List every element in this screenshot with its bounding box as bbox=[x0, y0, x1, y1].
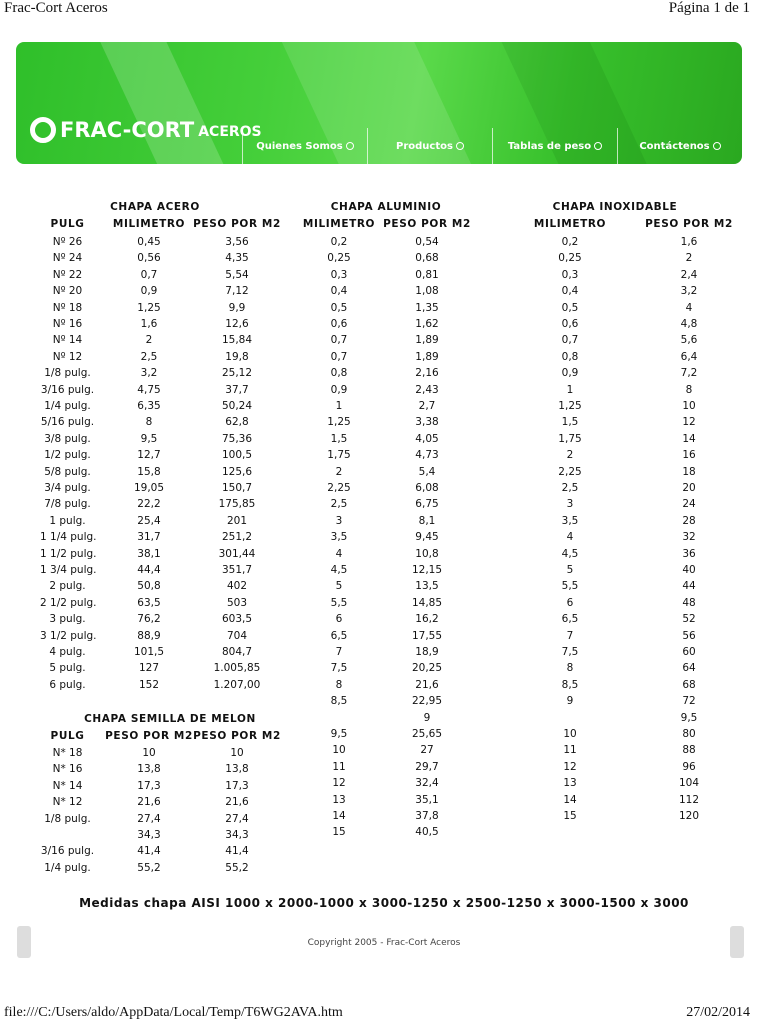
aluminio-peso-cell: 4,05 bbox=[415, 432, 439, 445]
acero-pulg-cell: 5/8 pulg. bbox=[44, 465, 91, 478]
acero-pulg-cell: 5/16 pulg. bbox=[40, 416, 95, 429]
acero-milimetro-cell: 76,2 bbox=[137, 613, 161, 626]
aluminio-peso-cell: 1,89 bbox=[415, 350, 439, 363]
acero-milimetro-cell: 3,2 bbox=[140, 367, 158, 380]
col-header-pulg: PULG bbox=[50, 730, 85, 742]
inox-milimetro-cell: 0,2 bbox=[561, 236, 579, 248]
inox-peso-cell: 52 bbox=[682, 613, 696, 626]
melon-peso-cell: 41,4 bbox=[225, 845, 249, 858]
melon-pulg-cell: N* 18 bbox=[52, 747, 83, 759]
melon-peso-cell: 21,6 bbox=[137, 796, 161, 809]
melon-pulg-cell: 3/16 pulg. bbox=[40, 845, 95, 858]
acero-pulg-cell: 3/16 pulg. bbox=[40, 383, 95, 396]
aluminio-milimetro-cell: 0,7 bbox=[330, 334, 348, 347]
acero-milimetro-cell: 0,9 bbox=[140, 285, 158, 298]
aluminio-milimetro-cell: 2,25 bbox=[327, 482, 351, 494]
inox-peso-cell: 104 bbox=[678, 777, 700, 790]
acero-peso-cell: 19,8 bbox=[225, 350, 249, 363]
inox-peso-cell: 32 bbox=[682, 531, 696, 544]
aluminio-peso-cell: 17,55 bbox=[411, 629, 443, 642]
aluminio-peso-cell: 12,15 bbox=[411, 564, 443, 576]
aluminio-milimetro-cell: 4,5 bbox=[330, 564, 348, 576]
print-header-page: Página 1 de 1 bbox=[668, 0, 750, 16]
aluminio-peso-cell: 9 bbox=[423, 711, 431, 724]
aluminio-peso-cell: 14,85 bbox=[411, 596, 443, 609]
inox-peso-cell: 28 bbox=[682, 514, 696, 527]
acero-milimetro-cell: 2 bbox=[145, 334, 153, 347]
inox-peso-cell: 12 bbox=[682, 416, 696, 429]
aluminio-milimetro-cell: 0,8 bbox=[330, 367, 348, 380]
acero-peso-cell: 37,7 bbox=[225, 383, 249, 396]
aluminio-milimetro-cell: 0,5 bbox=[330, 301, 348, 314]
melon-peso-cell: 34,3 bbox=[137, 829, 161, 841]
acero-milimetro-cell: 0,7 bbox=[140, 268, 158, 281]
acero-pulg-cell: 1/4 pulg. bbox=[44, 400, 91, 412]
inox-milimetro-cell: 5,5 bbox=[561, 580, 579, 593]
acero-pulg-cell: 3 1/2 pulg. bbox=[40, 629, 97, 642]
aluminio-milimetro-cell: 0,6 bbox=[330, 318, 348, 330]
acero-peso-cell: 201 bbox=[226, 514, 248, 527]
aluminio-peso-cell: 20,25 bbox=[411, 662, 443, 675]
acero-milimetro-cell: 63,5 bbox=[137, 596, 161, 609]
inox-milimetro-cell: 9 bbox=[566, 695, 574, 708]
inox-milimetro-cell: 10 bbox=[563, 728, 577, 740]
aluminio-peso-cell: 6,75 bbox=[415, 498, 439, 511]
aluminio-peso-cell: 4,73 bbox=[415, 449, 439, 462]
acero-pulg-cell: Nº 16 bbox=[52, 318, 83, 330]
col-header-milimetro: MILIMETRO bbox=[533, 218, 607, 230]
acero-milimetro-cell: 25,4 bbox=[137, 514, 161, 527]
medidas-note: Medidas chapa AISI 1000 x 2000-1000 x 3000-1250 x 2500-1250 x 3000-1500 x 3000 bbox=[79, 896, 689, 910]
aluminio-milimetro-cell: 0,2 bbox=[330, 236, 348, 248]
aluminio-milimetro-cell: 12 bbox=[332, 777, 346, 790]
inox-milimetro-cell: 6 bbox=[566, 596, 574, 609]
acero-milimetro-cell: 15,8 bbox=[137, 465, 161, 478]
inox-peso-cell: 88 bbox=[682, 744, 696, 757]
inox-peso-cell: 44 bbox=[682, 580, 696, 593]
inox-milimetro-cell: 1,5 bbox=[561, 416, 579, 429]
aluminio-milimetro-cell: 2,5 bbox=[330, 498, 348, 511]
inox-peso-cell: 96 bbox=[682, 760, 696, 773]
aluminio-peso-cell: 2,43 bbox=[415, 383, 439, 396]
aluminio-peso-cell: 6,08 bbox=[415, 482, 439, 494]
aluminio-peso-cell: 1,08 bbox=[415, 285, 439, 298]
acero-milimetro-cell: 88,9 bbox=[137, 629, 161, 642]
melon-peso-cell: 17,3 bbox=[225, 779, 249, 792]
inox-milimetro-cell: 14 bbox=[563, 793, 577, 806]
inox-peso-cell: 112 bbox=[678, 793, 700, 806]
aluminio-peso-cell: 22,95 bbox=[411, 695, 443, 708]
aluminio-peso-cell: 0,68 bbox=[415, 252, 439, 265]
acero-milimetro-cell: 0,45 bbox=[137, 236, 161, 248]
inox-milimetro-cell: 12 bbox=[563, 760, 577, 773]
acero-peso-cell: 100,5 bbox=[221, 449, 253, 462]
acero-milimetro-cell: 0,56 bbox=[137, 252, 161, 265]
inox-peso-cell: 60 bbox=[682, 646, 696, 658]
header-chapa-acero: CHAPA ACERO bbox=[110, 201, 200, 213]
aluminio-milimetro-cell: 13 bbox=[332, 793, 346, 806]
acero-peso-cell: 75,36 bbox=[221, 432, 253, 445]
col-header-peso: PESO POR M2 bbox=[105, 730, 193, 742]
aluminio-milimetro-cell: 11 bbox=[332, 760, 346, 773]
acero-peso-cell: 3,56 bbox=[225, 236, 249, 248]
melon-peso-cell: 27,4 bbox=[225, 812, 249, 825]
aluminio-milimetro-cell: 3,5 bbox=[330, 531, 348, 544]
aluminio-peso-cell: 2,7 bbox=[418, 400, 436, 412]
print-footer-path: file:///C:/Users/aldo/AppData/Local/Temp/T6WG2AVA.htm bbox=[4, 1005, 343, 1020]
aluminio-peso-cell: 5,4 bbox=[418, 465, 436, 478]
col-header-peso: PESO POR M2 bbox=[193, 218, 281, 230]
acero-pulg-cell: 1 1/2 pulg. bbox=[40, 547, 97, 560]
melon-peso-cell: 34,3 bbox=[225, 829, 249, 841]
acero-milimetro-cell: 44,4 bbox=[137, 564, 161, 576]
inox-peso-cell: 3,2 bbox=[680, 285, 698, 298]
acero-milimetro-cell: 8 bbox=[145, 416, 153, 429]
acero-peso-cell: 15,84 bbox=[221, 334, 253, 347]
aluminio-milimetro-cell: 6 bbox=[335, 613, 343, 626]
col-header-peso: PESO POR M2 bbox=[193, 730, 281, 742]
melon-peso-cell: 27,4 bbox=[137, 812, 161, 825]
header-chapa-aluminio: CHAPA ALUMINIO bbox=[330, 201, 442, 213]
aluminio-peso-cell: 9,45 bbox=[415, 531, 439, 544]
acero-peso-cell: 175,85 bbox=[218, 498, 256, 511]
col-header-peso: PESO POR M2 bbox=[383, 218, 471, 230]
inox-peso-cell: 40 bbox=[682, 564, 696, 576]
acero-peso-cell: 351,7 bbox=[221, 564, 253, 576]
inox-peso-cell: 7,2 bbox=[680, 367, 698, 380]
inox-peso-cell: 14 bbox=[682, 432, 696, 445]
aluminio-peso-cell: 0,54 bbox=[415, 236, 439, 248]
acero-milimetro-cell: 31,7 bbox=[137, 531, 161, 544]
aluminio-peso-cell: 2,16 bbox=[415, 367, 439, 380]
inox-milimetro-cell: 0,25 bbox=[558, 252, 582, 265]
inox-peso-cell: 18 bbox=[682, 465, 696, 478]
col-header-milimetro: MILIMETRO bbox=[112, 218, 186, 230]
melon-peso-cell: 13,8 bbox=[137, 763, 161, 776]
aluminio-peso-cell: 1,62 bbox=[415, 318, 439, 330]
acero-milimetro-cell: 1,25 bbox=[137, 301, 161, 314]
aluminio-milimetro-cell: 15 bbox=[332, 826, 346, 839]
aluminio-peso-cell: 37,8 bbox=[415, 810, 439, 822]
inox-milimetro-cell: 0,6 bbox=[561, 318, 579, 330]
aluminio-milimetro-cell: 2 bbox=[335, 465, 343, 478]
acero-milimetro-cell: 50,8 bbox=[137, 580, 161, 593]
aluminio-milimetro-cell: 1,25 bbox=[327, 416, 351, 429]
logo-sub-text: ACEROS bbox=[198, 124, 262, 140]
acero-milimetro-cell: 22,2 bbox=[137, 498, 161, 511]
acero-peso-cell: 1.005,85 bbox=[213, 662, 261, 675]
melon-pulg-cell: N* 16 bbox=[52, 763, 83, 776]
inox-peso-cell: 24 bbox=[682, 498, 696, 511]
inox-peso-cell: 5,6 bbox=[680, 334, 698, 347]
inox-milimetro-cell: 0,4 bbox=[561, 285, 579, 298]
print-header-title: Frac-Cort Aceros bbox=[4, 0, 108, 16]
aluminio-peso-cell: 3,38 bbox=[415, 416, 439, 429]
inox-milimetro-cell: 0,3 bbox=[561, 268, 579, 281]
inox-peso-cell: 4,8 bbox=[680, 318, 698, 330]
aluminio-peso-cell: 0,81 bbox=[415, 268, 439, 281]
melon-peso-cell: 55,2 bbox=[137, 861, 161, 874]
inox-peso-cell: 16 bbox=[682, 449, 696, 462]
aluminio-milimetro-cell: 0,7 bbox=[330, 350, 348, 363]
aluminio-milimetro-cell: 0,3 bbox=[330, 268, 348, 281]
acero-milimetro-cell: 4,75 bbox=[137, 383, 161, 396]
inox-peso-cell: 2 bbox=[685, 252, 693, 265]
aluminio-milimetro-cell: 1 bbox=[335, 400, 343, 412]
aluminio-peso-cell: 40,5 bbox=[415, 826, 439, 839]
acero-milimetro-cell: 19,05 bbox=[133, 482, 165, 494]
col-header-peso: PESO POR M2 bbox=[645, 218, 733, 230]
inox-peso-cell: 1,6 bbox=[680, 236, 698, 248]
print-footer bbox=[0, 1005, 768, 1024]
inox-milimetro-cell: 1,75 bbox=[558, 432, 582, 445]
acero-peso-cell: 25,12 bbox=[221, 367, 253, 380]
aluminio-milimetro-cell: 1,5 bbox=[330, 432, 348, 445]
aluminio-peso-cell: 18,9 bbox=[415, 646, 439, 658]
acero-milimetro-cell: 1,6 bbox=[140, 318, 158, 330]
melon-peso-cell: 10 bbox=[142, 747, 156, 759]
melon-peso-cell: 10 bbox=[230, 747, 244, 759]
acero-peso-cell: 301,44 bbox=[218, 547, 256, 560]
inox-milimetro-cell: 0,8 bbox=[561, 350, 579, 363]
aluminio-milimetro-cell: 0,4 bbox=[330, 285, 348, 298]
acero-peso-cell: 62,8 bbox=[225, 416, 249, 429]
inox-peso-cell: 9,5 bbox=[680, 711, 698, 724]
print-footer-date: 27/02/2014 bbox=[686, 1005, 750, 1020]
acero-peso-cell: 603,5 bbox=[221, 613, 253, 626]
aluminio-milimetro-cell: 5 bbox=[335, 580, 343, 593]
acero-milimetro-cell: 2,5 bbox=[140, 350, 158, 363]
melon-pulg-cell: N* 14 bbox=[52, 779, 83, 792]
aluminio-peso-cell: 13,5 bbox=[415, 580, 439, 593]
inox-peso-cell: 48 bbox=[682, 596, 696, 609]
acero-pulg-cell: 2 1/2 pulg. bbox=[40, 596, 97, 609]
acero-pulg-cell: 2 pulg. bbox=[49, 580, 86, 593]
acero-pulg-cell: 1/8 pulg. bbox=[44, 367, 91, 380]
inox-milimetro-cell: 1 bbox=[566, 383, 574, 396]
inox-milimetro-cell: 8 bbox=[566, 662, 574, 675]
nav-label: Productos bbox=[396, 140, 453, 152]
melon-pulg-cell: 1/8 pulg. bbox=[44, 812, 91, 825]
aluminio-peso-cell: 25,65 bbox=[411, 728, 443, 740]
nav-label: Contáctenos bbox=[639, 140, 710, 152]
acero-peso-cell: 5,54 bbox=[225, 268, 249, 281]
inox-milimetro-cell: 3 bbox=[566, 498, 574, 511]
melon-peso-cell: 55,2 bbox=[225, 861, 249, 874]
melon-peso-cell: 21,6 bbox=[225, 796, 249, 809]
inox-milimetro-cell: 13 bbox=[563, 777, 577, 790]
acero-milimetro-cell: 9,5 bbox=[140, 432, 158, 445]
aluminio-milimetro-cell: 6,5 bbox=[330, 629, 348, 642]
melon-peso-cell: 41,4 bbox=[137, 845, 161, 858]
aluminio-milimetro-cell: 14 bbox=[332, 810, 346, 822]
acero-pulg-cell: 5 pulg. bbox=[49, 662, 86, 675]
aluminio-peso-cell: 35,1 bbox=[415, 793, 439, 806]
aluminio-milimetro-cell: 5,5 bbox=[330, 596, 348, 609]
aluminio-milimetro-cell: 3 bbox=[335, 514, 343, 527]
inox-peso-cell: 56 bbox=[682, 629, 696, 642]
inox-peso-cell: 64 bbox=[682, 662, 696, 675]
nav-label: Tablas de peso bbox=[507, 140, 592, 152]
acero-peso-cell: 251,2 bbox=[221, 531, 253, 544]
acero-milimetro-cell: 127 bbox=[138, 662, 160, 675]
inox-milimetro-cell: 2 bbox=[566, 449, 574, 462]
inox-peso-cell: 120 bbox=[678, 810, 700, 822]
acero-peso-cell: 9,9 bbox=[228, 301, 246, 314]
aluminio-milimetro-cell: 7,5 bbox=[330, 662, 348, 675]
inox-peso-cell: 36 bbox=[682, 547, 696, 560]
aluminio-milimetro-cell: 8,5 bbox=[330, 695, 348, 708]
aluminio-milimetro-cell: 7 bbox=[335, 646, 343, 658]
inox-milimetro-cell: 0,5 bbox=[561, 301, 579, 314]
aluminio-peso-cell: 1,89 bbox=[415, 334, 439, 347]
inox-peso-cell: 20 bbox=[682, 482, 696, 494]
inox-milimetro-cell: 0,9 bbox=[561, 367, 579, 380]
copyright: Copyright 2005 - Frac-Cort Aceros bbox=[307, 938, 461, 948]
acero-peso-cell: 704 bbox=[226, 629, 248, 642]
inox-peso-cell: 2,4 bbox=[680, 268, 698, 281]
acero-pulg-cell: 1 pulg. bbox=[49, 514, 86, 527]
melon-peso-cell: 17,3 bbox=[137, 779, 161, 792]
inox-milimetro-cell: 1,25 bbox=[558, 400, 582, 412]
aluminio-milimetro-cell: 0,9 bbox=[330, 383, 348, 396]
acero-peso-cell: 503 bbox=[226, 596, 248, 609]
acero-peso-cell: 4,35 bbox=[225, 252, 249, 265]
logo-main-text: FRAC-CORT bbox=[60, 118, 195, 142]
aluminio-milimetro-cell: 0,25 bbox=[327, 252, 351, 265]
acero-milimetro-cell: 6,35 bbox=[137, 400, 161, 412]
acero-pulg-cell: Nº 24 bbox=[52, 252, 83, 265]
aluminio-peso-cell: 27 bbox=[420, 744, 434, 757]
acero-milimetro-cell: 12,7 bbox=[137, 449, 161, 462]
aluminio-peso-cell: 16,2 bbox=[415, 613, 439, 626]
acero-milimetro-cell: 152 bbox=[138, 678, 160, 691]
acero-pulg-cell: 6 pulg. bbox=[49, 678, 86, 691]
inox-milimetro-cell: 3,5 bbox=[561, 514, 579, 527]
header-chapa-inoxidable: CHAPA INOXIDABLE bbox=[552, 201, 678, 213]
acero-peso-cell: 50,24 bbox=[221, 400, 253, 412]
acero-milimetro-cell: 101,5 bbox=[133, 646, 165, 658]
melon-pulg-cell: N* 12 bbox=[52, 796, 83, 809]
acero-pulg-cell: Nº 20 bbox=[52, 285, 83, 298]
inox-milimetro-cell: 2,25 bbox=[558, 465, 582, 478]
acero-pulg-cell: Nº 22 bbox=[52, 268, 83, 281]
acero-pulg-cell: 3/4 pulg. bbox=[44, 482, 91, 494]
aluminio-peso-cell: 1,35 bbox=[415, 301, 439, 314]
acero-pulg-cell: 7/8 pulg. bbox=[44, 498, 91, 511]
aluminio-peso-cell: 21,6 bbox=[415, 678, 439, 691]
acero-pulg-cell: Nº 18 bbox=[52, 301, 83, 314]
aluminio-peso-cell: 29,7 bbox=[415, 760, 439, 773]
acero-peso-cell: 125,6 bbox=[221, 465, 253, 478]
acero-peso-cell: 12,6 bbox=[225, 318, 249, 330]
inox-milimetro-cell: 2,5 bbox=[561, 482, 579, 494]
inox-milimetro-cell: 15 bbox=[563, 810, 577, 822]
inox-peso-cell: 6,4 bbox=[680, 350, 698, 363]
acero-pulg-cell: 3/8 pulg. bbox=[44, 432, 91, 445]
inox-milimetro-cell: 11 bbox=[563, 744, 577, 757]
acero-pulg-cell: 3 pulg. bbox=[49, 613, 86, 626]
aluminio-milimetro-cell: 4 bbox=[335, 547, 343, 560]
aluminio-peso-cell: 10,8 bbox=[415, 547, 439, 560]
inox-milimetro-cell: 4,5 bbox=[561, 547, 579, 560]
melon-pulg-cell: 1/4 pulg. bbox=[44, 861, 91, 874]
inox-milimetro-cell: 0,7 bbox=[561, 334, 579, 347]
col-header-pulg: PULG bbox=[50, 218, 85, 230]
acero-pulg-cell: 1 1/4 pulg. bbox=[40, 531, 97, 544]
acero-pulg-cell: 4 pulg. bbox=[49, 646, 86, 658]
inox-peso-cell: 68 bbox=[682, 678, 696, 691]
acero-pulg-cell: 1 3/4 pulg. bbox=[40, 564, 97, 576]
inox-milimetro-cell: 4 bbox=[566, 531, 574, 544]
inox-milimetro-cell: 7,5 bbox=[561, 646, 579, 658]
aluminio-milimetro-cell: 10 bbox=[332, 744, 346, 757]
aluminio-milimetro-cell: 8 bbox=[335, 678, 343, 691]
aluminio-peso-cell: 8,1 bbox=[418, 514, 436, 527]
acero-peso-cell: 150,7 bbox=[221, 482, 253, 494]
aluminio-milimetro-cell: 9,5 bbox=[330, 728, 348, 740]
acero-pulg-cell: Nº 12 bbox=[52, 350, 83, 363]
inox-peso-cell: 10 bbox=[682, 400, 696, 412]
acero-pulg-cell: 1/2 pulg. bbox=[44, 449, 91, 462]
acero-peso-cell: 402 bbox=[226, 580, 248, 593]
acero-milimetro-cell: 38,1 bbox=[137, 547, 161, 560]
acero-peso-cell: 7,12 bbox=[225, 285, 249, 298]
col-header-milimetro: MILIMETRO bbox=[302, 218, 376, 230]
inox-milimetro-cell: 6,5 bbox=[561, 613, 579, 626]
inox-peso-cell: 80 bbox=[682, 728, 696, 740]
aluminio-milimetro-cell: 1,75 bbox=[327, 449, 351, 462]
nav-label: Quienes Somos bbox=[256, 140, 343, 152]
melon-peso-cell: 13,8 bbox=[225, 763, 249, 776]
header-chapa-semilla-de-melon: CHAPA SEMILLA DE MELON bbox=[84, 713, 256, 725]
acero-peso-cell: 1.207,00 bbox=[213, 678, 261, 691]
aluminio-peso-cell: 32,4 bbox=[415, 777, 439, 790]
acero-pulg-cell: Nº 14 bbox=[52, 334, 83, 347]
inox-milimetro-cell: 5 bbox=[566, 564, 574, 576]
inox-milimetro-cell: 8,5 bbox=[561, 678, 579, 691]
acero-peso-cell: 804,7 bbox=[221, 646, 253, 658]
acero-pulg-cell: Nº 26 bbox=[52, 236, 83, 248]
inox-peso-cell: 4 bbox=[685, 301, 693, 314]
inox-peso-cell: 72 bbox=[682, 695, 696, 708]
inox-milimetro-cell: 7 bbox=[566, 629, 574, 642]
inox-peso-cell: 8 bbox=[685, 383, 693, 396]
